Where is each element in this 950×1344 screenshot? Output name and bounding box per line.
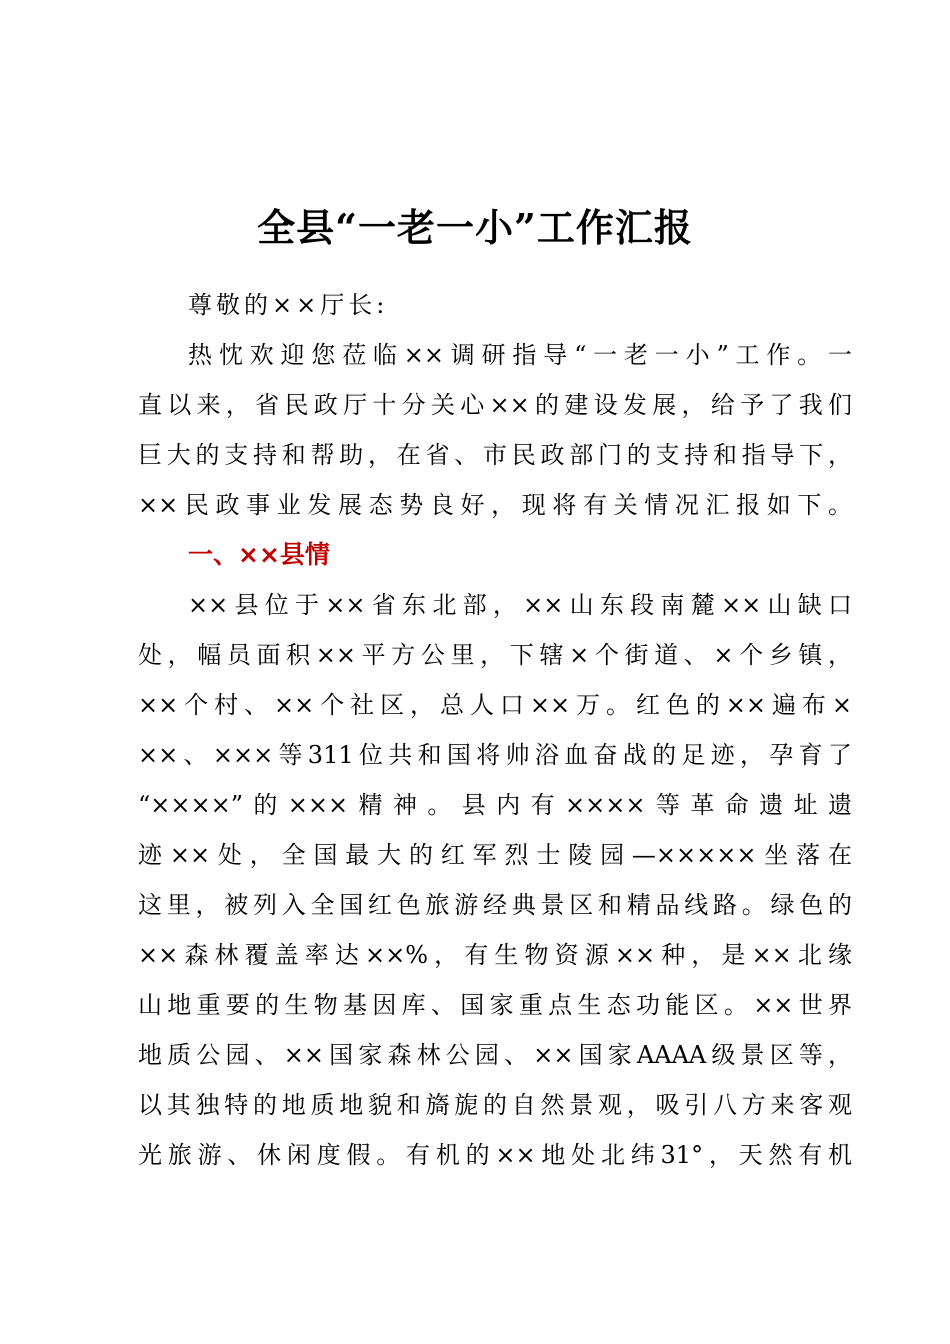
- body-line: 处，幅员面积××平方公里，下辖×个街道、×个乡镇，: [138, 641, 852, 669]
- body-line: 以其独特的地质地貌和旖旎的自然景观，吸引八方来客观: [138, 1091, 852, 1119]
- body-line: 迹××处，全国最大的红军烈士陵园—×××××坐落在: [138, 841, 852, 869]
- body-line: ××、×××等311位共和国将帅浴血奋战的足迹，孕育了: [138, 741, 852, 769]
- intro-line: ××民政事业发展态势良好，现将有关情况汇报如下。: [138, 491, 852, 519]
- salutation: 尊敬的××厅长:: [188, 291, 389, 319]
- body-line: ××森林覆盖率达××%，有生物资源××种，是××北缘: [138, 941, 852, 969]
- body-line: 山地重要的生物基因库、国家重点生态功能区。××世界: [138, 991, 852, 1019]
- intro-line: 巨大的支持和帮助，在省、市民政部门的支持和指导下，: [138, 441, 852, 469]
- intro-line: 热忱欢迎您莅临××调研指导“一老一小”工作。一: [188, 341, 852, 369]
- document-title: 全县“一老一小”工作汇报: [257, 205, 693, 250]
- section-heading: 一、××县情: [188, 540, 330, 569]
- body-line: 这里，被列入全国红色旅游经典景区和精品线路。绿色的: [138, 891, 852, 919]
- intro-line: 直以来，省民政厅十分关心××的建设发展，给予了我们: [138, 391, 852, 419]
- body-line: “××××”的×××精神。县内有××××等革命遗址遗: [138, 791, 852, 819]
- body-line: 地质公园、××国家森林公园、××国家AAAA级景区等，: [138, 1041, 852, 1069]
- body-line: ××县位于××省东北部，××山东段南麓××山缺口: [188, 591, 852, 619]
- body-line: 光旅游、休闲度假。有机的××地处北纬31°，天然有机: [138, 1141, 852, 1169]
- body-line: ××个村、××个社区，总人口××万。红色的××遍布×: [138, 691, 852, 719]
